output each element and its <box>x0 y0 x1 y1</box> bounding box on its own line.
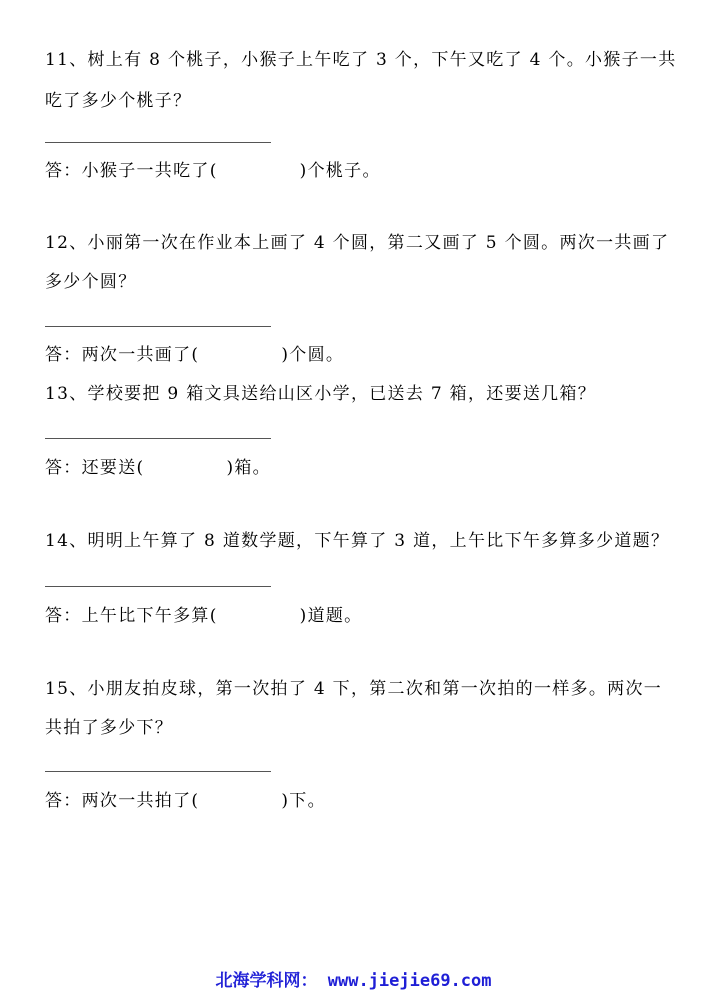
problem-11-line-1: 11、树上有 8 个桃子，小猴子上午吃了 3 个，下午又吃了 4 个。小猴子一共 <box>45 50 677 70</box>
problem-12-work-line <box>45 326 271 327</box>
problem-15-line-1: 15、小朋友拍皮球，第一次拍了 4 下，第二次和第一次拍的一样多。两次一 <box>45 679 663 699</box>
problem-11-answer <box>45 160 381 182</box>
answer-prefix: 答：两次一共画了( <box>45 345 200 365</box>
answer-prefix: 答：小猴子一共吃了( <box>45 161 218 181</box>
problem-14-work-line <box>45 586 271 587</box>
problem-12-answer <box>45 344 344 366</box>
problem-15-work-line <box>45 771 271 772</box>
problem-12-line-1: 12、小丽第一次在作业本上画了 4 个圆，第二又画了 5 个圆。两次一共画了 <box>45 233 670 253</box>
problem-13-work-line <box>45 438 271 439</box>
problem-14-line-1: 14、明明上午算了 8 道数学题，下午算了 3 道，上午比下午多算多少道题？ <box>45 531 670 551</box>
problem-12-line-2: 多少个圆？ <box>45 272 137 292</box>
problem-15-answer <box>45 790 326 812</box>
problem-13-answer <box>45 457 271 479</box>
problem-11-line-2: 吃了多少个桃子？ <box>45 91 192 111</box>
answer-suffix: )个圆。 <box>281 345 345 365</box>
answer-prefix: 答：两次一共拍了( <box>45 791 200 811</box>
footer-watermark: 北海学科网： www.jiejie69.com <box>215 971 492 991</box>
problem-14-answer <box>45 605 362 627</box>
answer-suffix: )道题。 <box>299 606 363 626</box>
answer-suffix: )箱。 <box>226 458 271 478</box>
problem-15-line-2: 共拍了多少下？ <box>45 718 174 738</box>
answer-suffix: )下。 <box>281 791 326 811</box>
problem-13-line-1: 13、学校要把 9 箱文具送给山区小学，已送去 7 箱，还要送几箱？ <box>45 384 597 404</box>
answer-suffix: )个桃子。 <box>299 161 381 181</box>
answer-prefix: 答：上午比下午多算( <box>45 606 218 626</box>
problem-11-work-line <box>45 142 271 143</box>
answer-prefix: 答：还要送( <box>45 458 145 478</box>
